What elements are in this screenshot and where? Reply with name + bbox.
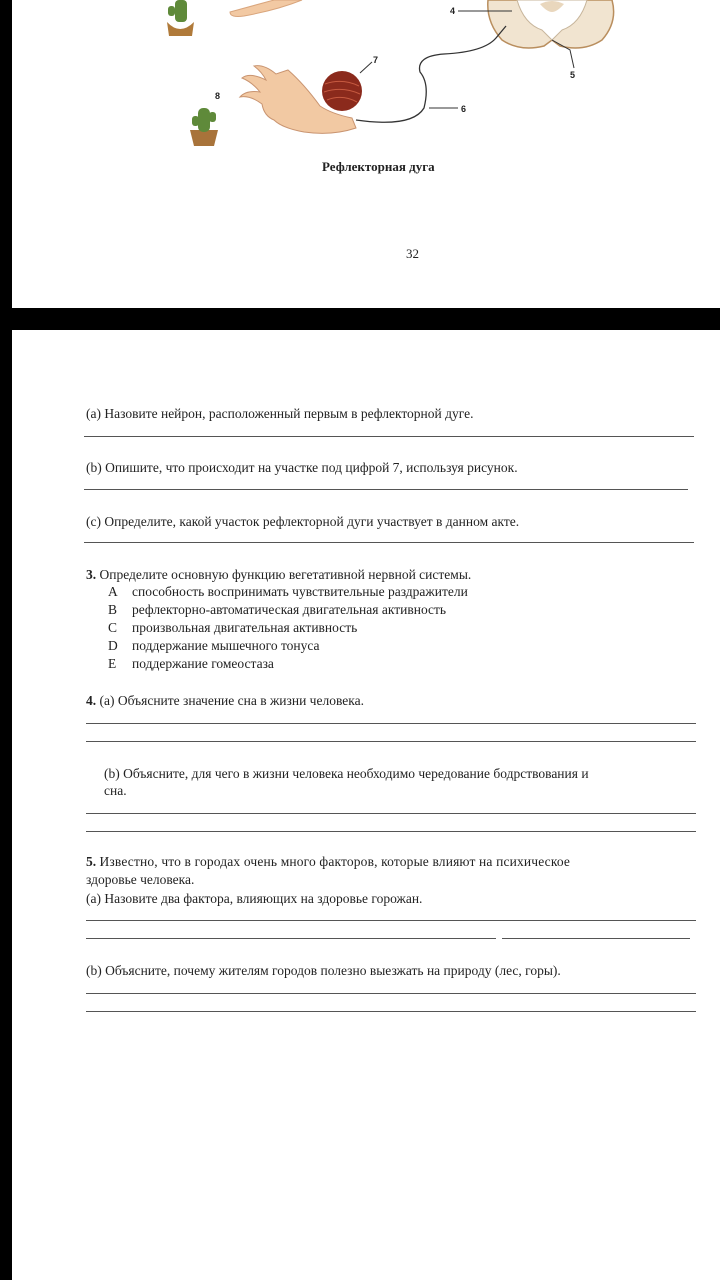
page-number: 32 (406, 246, 419, 261)
answer-line[interactable] (86, 741, 696, 742)
answer-line[interactable] (86, 920, 696, 921)
label-4: 4 (450, 6, 456, 16)
question-4b-cont: сна. (104, 783, 127, 798)
question-5-cont: здоровье человека. (86, 872, 195, 887)
question-text: Известно, что в городах очень много факторов, которые влияют на психическое (99, 854, 571, 869)
question-number: 4. (86, 693, 97, 708)
label-5: 5 (570, 70, 576, 80)
muscle-icon (322, 71, 362, 111)
label-8: 8 (215, 91, 221, 101)
question-4b: (b) Объясните, для чего в жизни человека необходимо чередование бодрствования и (104, 766, 589, 781)
question-5a: (a) Назовите два фактора, влияющих на здоровье горожан. (86, 891, 423, 906)
options-list (108, 583, 468, 673)
page-bottom (12, 330, 720, 1280)
question-5 (86, 853, 570, 870)
answer-line[interactable] (86, 938, 496, 939)
option-c[interactable]: C произвольная двигательная активность (108, 620, 358, 635)
label-7: 7 (373, 55, 379, 65)
answer-line[interactable] (84, 489, 688, 490)
cactus-icon (190, 108, 218, 146)
question-number: 5. (86, 854, 97, 869)
option-b[interactable]: B рефлекторно-автоматическая двигательная активность (108, 602, 447, 617)
option-a[interactable]: A способность воспринимать чувствительные раздражители (108, 584, 468, 599)
hand-top-icon (230, 0, 302, 17)
question-text: Определите основную функцию вегетативной нервной системы. (99, 567, 472, 582)
cactus-top-icon (167, 0, 194, 36)
question-2a: (a) Назовите нейрон, расположенный первым в рефлекторной дуге. (86, 406, 474, 421)
spinal-cord-section (488, 0, 614, 48)
question-3 (86, 566, 471, 583)
question-5b: (b) Объясните, почему жителям городов полезно выезжать на природу (лес, горы). (86, 963, 561, 978)
question-text: (a) Объясните значение сна в жизни человека. (99, 693, 364, 708)
answer-line[interactable] (86, 831, 696, 832)
option-e[interactable]: E поддержание гомеостаза (108, 656, 274, 671)
page-top (12, 0, 720, 308)
figure-caption: Рефлекторная дуга (322, 159, 435, 174)
question-4a (86, 692, 364, 709)
reflex-arc-figure (12, 0, 720, 150)
question-2b: (b) Опишите, что происходит на участке под цифрой 7, используя рисунок. (86, 460, 518, 475)
option-d[interactable]: D поддержание мышечного тонуса (108, 638, 320, 653)
question-2c: (c) Определите, какой участок рефлекторной дуги участвует в данном акте. (86, 514, 520, 529)
answer-line[interactable] (84, 436, 694, 437)
answer-line[interactable] (86, 723, 696, 724)
answer-line[interactable] (86, 1011, 696, 1012)
answer-line[interactable] (86, 993, 696, 994)
answer-line[interactable] (84, 542, 694, 543)
question-number: 3. (86, 567, 97, 582)
label-6: 6 (461, 104, 467, 114)
answer-line[interactable] (502, 938, 690, 939)
answer-line[interactable] (86, 813, 696, 814)
